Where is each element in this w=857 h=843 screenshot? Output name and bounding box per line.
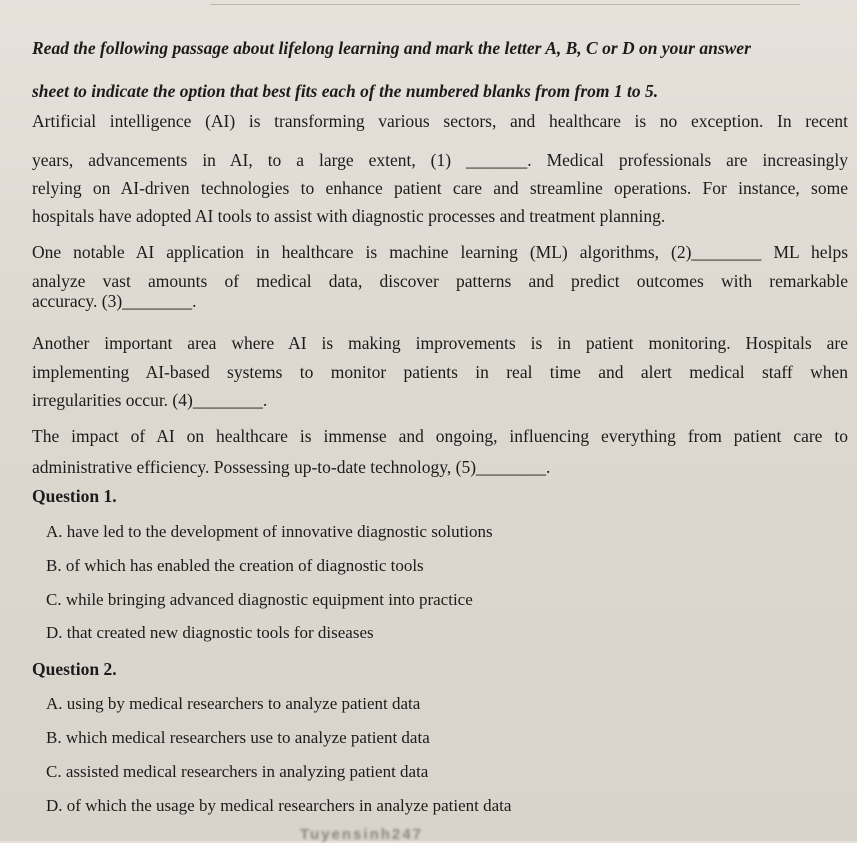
passage-line-7: accuracy. (3)________. [32,291,197,311]
passage-line-10: irregularities occur. (4)________. [32,390,268,410]
passage-line-6: analyze vast amounts of medical data, discover patterns and predict outcomes with remarkable [32,271,848,291]
passage-line-12: administrative efficiency. Possessing up-to-date technology, (5)________. [32,457,551,477]
question-2-label: Question 2. [32,659,117,679]
passage-line-11: The impact of AI on healthcare is immense and ongoing, influencing everything from patient care to [32,426,848,446]
page-edge-line [210,4,800,5]
passage-line-8: Another important area where AI is making improvements is in patient monitoring. Hospitals are [32,333,848,353]
question-2-option-b: B. which medical researchers use to analyze patient data [46,728,430,747]
passage-line-4: hospitals have adopted AI tools to assist with diagnostic processes and treatment planning. [32,206,666,226]
question-1-option-b: B. of which has enabled the creation of diagnostic tools [46,556,424,575]
passage-line-5: One notable AI application in healthcare is machine learning (ML) algorithms, (2)________ ML helps [32,242,848,262]
instruction-line-2: sheet to indicate the option that best fits each of the numbered blanks from from 1 to 5. [32,81,659,101]
question-2-option-d: D. of which the usage by medical researchers in analyze patient data [46,796,512,815]
question-1-option-d: D. that created new diagnostic tools for diseases [46,623,374,642]
instruction-line-1: Read the following passage about lifelong learning and mark the letter A, B, C or D on your answer [32,38,751,58]
question-1-label: Question 1. [32,486,117,506]
passage-line-2: years, advancements in AI, to a large extent, (1) _______. Medical professionals are increasingly [32,150,848,170]
passage-line-3: relying on AI-driven technologies to enhance patient care and streamline operations. For instance, some [32,178,848,198]
watermark-text: Tuyensinh247 [300,826,423,843]
question-1-option-a: A. have led to the development of innovative diagnostic solutions [46,522,493,541]
question-2-option-a: A. using by medical researchers to analyze patient data [46,694,421,713]
question-1-option-c: C. while bringing advanced diagnostic equipment into practice [46,590,473,609]
question-2-option-c: C. assisted medical researchers in analyzing patient data [46,762,429,781]
passage-line-9: implementing AI-based systems to monitor patients in real time and alert medical staff when [32,362,848,382]
passage-line-1: Artificial intelligence (AI) is transforming various sectors, and healthcare is no exception. In recent [32,111,848,131]
